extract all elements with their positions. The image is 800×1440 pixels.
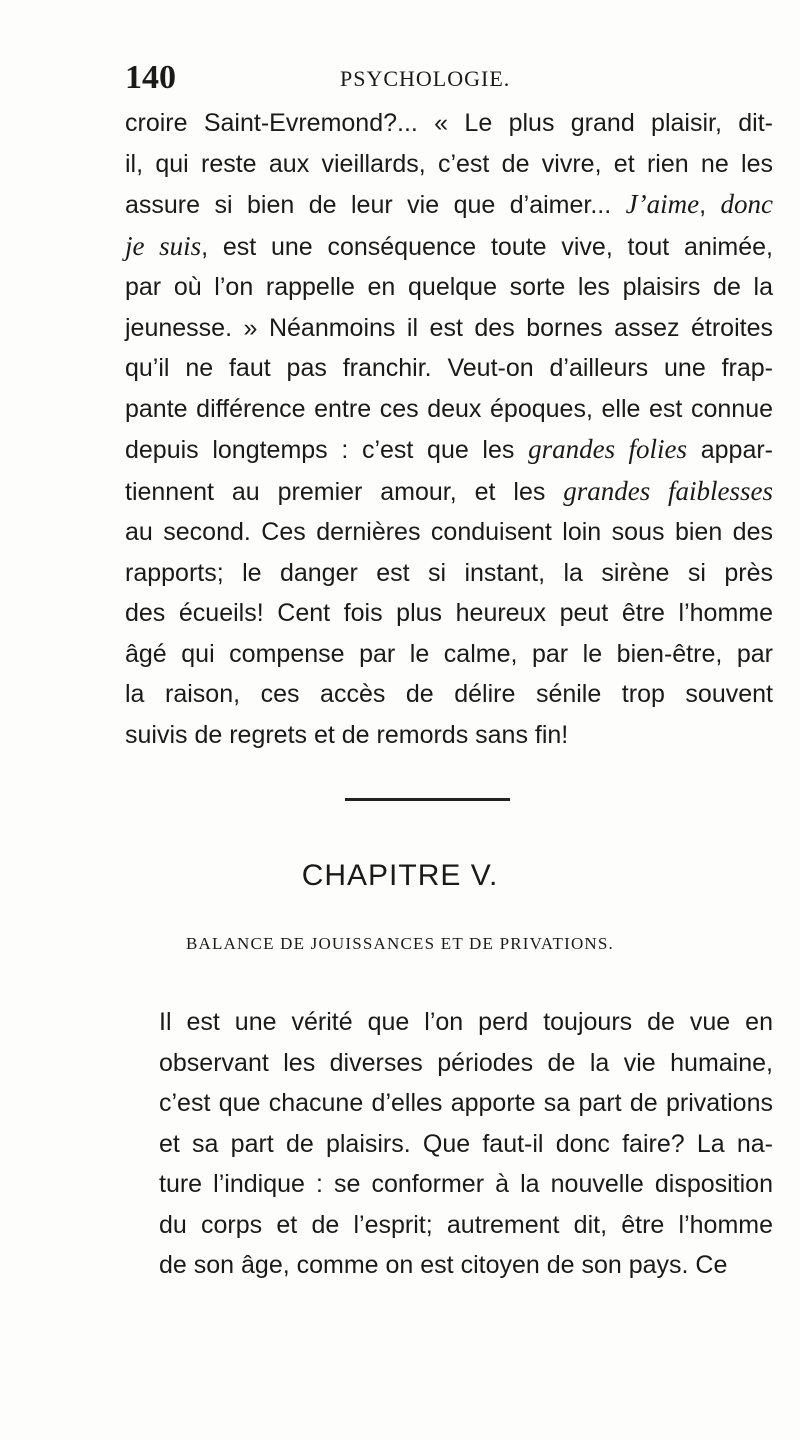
text-segment: , [699,191,721,219]
text-line [125,674,773,715]
text-segment: appar- [687,436,774,464]
text-segment: pante différence entre ces deux époques, elle est connue [125,394,773,423]
text-segment: de son âge, comme on est citoyen de son pays. Ce [159,1251,728,1279]
text-segment: ture l’indique : se conformer à la nouvelle disposition [159,1170,773,1198]
text-segment: grandes faiblesses [563,475,773,506]
page-header [125,58,775,98]
text-line [125,471,773,513]
text-segment: je suis [125,230,202,261]
text-line [125,1083,773,1124]
text-segment: jeunesse. » Néanmoins il est des bornes assez étroites [125,313,773,342]
text-line [125,144,773,185]
text-line [125,1245,773,1286]
text-line [125,1002,773,1043]
page-number: 140 [125,59,176,96]
paragraph-2 [125,1002,773,1286]
text-segment: depuis longtemps : c’est que les [125,436,529,464]
running-head: PSYCHOLOGIE. [340,66,511,91]
text-line [125,1043,773,1084]
text-line [125,103,773,144]
text-line [125,593,773,634]
text-line [125,715,773,756]
text-segment: tiennent au premier amour, et les [125,477,564,506]
text-segment: donc [720,189,773,219]
text-line [125,553,773,594]
text-segment: Il est une vérité que l’on perd toujours de vue en [159,1008,773,1036]
text-segment: rapports; le danger est si instant, la sirène si près [125,558,773,587]
paragraph-1 [125,103,773,755]
text-segment: croire Saint-Evremond?... « Le plus grand plaisir, dit- [125,109,773,137]
text-line [125,634,773,675]
section-divider [345,798,510,801]
chapter-title: CHAPITRE V. [301,859,499,892]
text-segment: qu’il ne faut pas franchir. Veut-on d’ailleurs une frap- [125,354,773,382]
text-line [125,512,773,553]
text-segment: observant les diverses périodes de la vie humaine, [159,1048,773,1077]
chapter-subtitle: BALANCE DE JOUISSANCES ET DE PRIVATIONS. [185,934,615,953]
text-segment: grandes folies [528,434,688,464]
text-line [125,308,773,349]
text-line [125,389,773,430]
text-segment: c’est que chacune d’elles apporte sa part de privations [159,1089,773,1117]
text-segment: du corps et de l’esprit; autrement dit, être l’homme [159,1210,773,1239]
text-segment: et sa part de plaisirs. Que faut-il donc faire? La na- [159,1129,773,1158]
text-line [125,226,773,268]
text-segment: par où l’on rappelle en quelque sorte les plaisirs de la [125,273,773,301]
text-segment: assure si bien de leur vie que d’aimer... [125,191,626,219]
text-segment: il, qui reste aux vieillards, c’est de vivre, et rien ne les [125,149,773,178]
text-segment: suivis de regrets et de remords sans fin! [125,720,569,749]
text-line [125,184,773,226]
text-line [125,1164,773,1205]
text-segment: au second. Ces dernières conduisent loin sous bien des [125,518,773,546]
text-segment: des écueils! Cent fois plus heureux peut être l’homme [125,599,773,627]
text-line [125,1205,773,1246]
text-segment: âgé qui compense par le calme, par le bien-être, par [125,639,773,668]
text-segment: , est une conséquence toute vive, tout animée, [201,232,773,261]
text-line [125,1124,773,1165]
text-line [125,348,773,389]
text-segment: J’aime [625,189,700,219]
text-line [125,267,773,308]
text-segment: la raison, ces accès de délire sénile trop souvent [125,680,773,708]
text-line [125,429,773,471]
